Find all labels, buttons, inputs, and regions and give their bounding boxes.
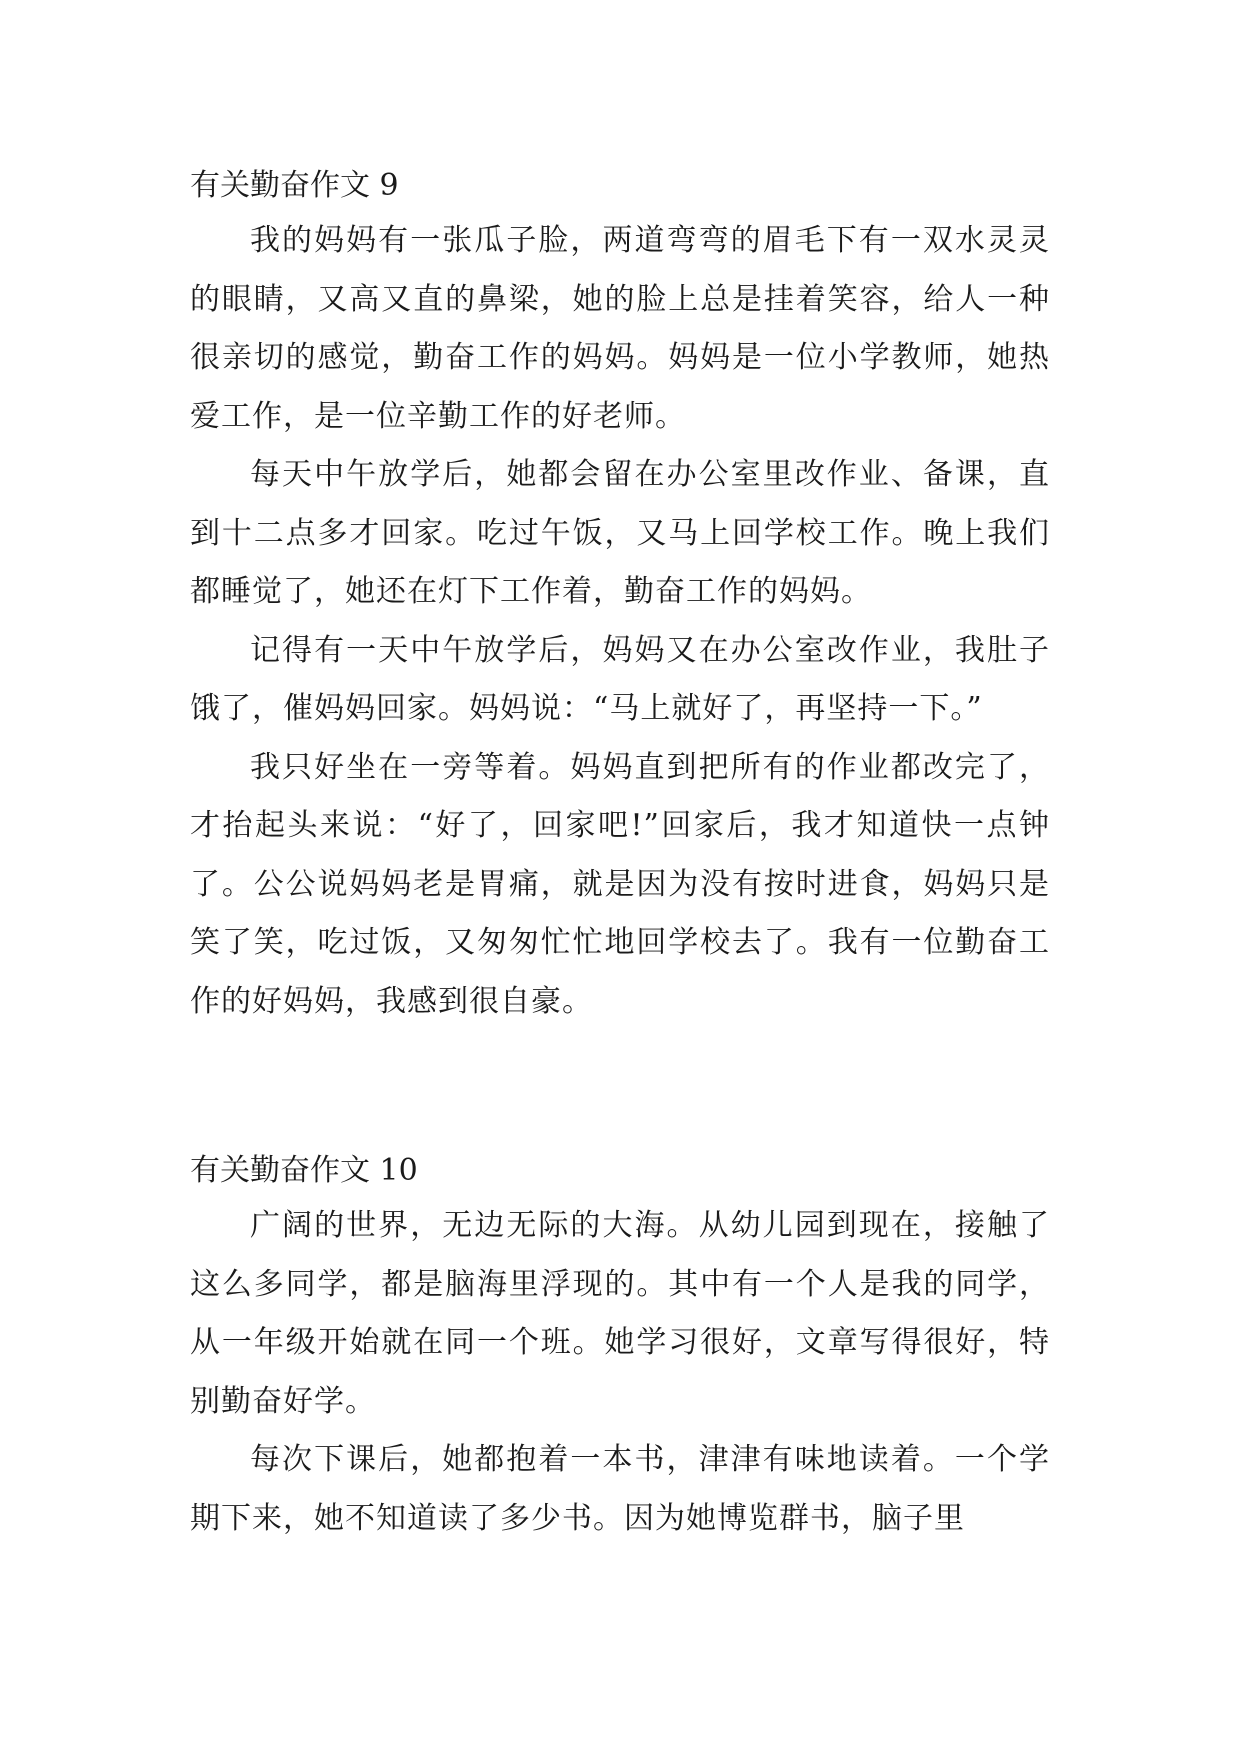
essay-paragraph: 记得有一天中午放学后，妈妈又在办公室改作业，我肚子饿了，催妈妈回家。妈妈说：“马上就好了，再坚持一下。” <box>190 632 1050 726</box>
essay-section-9 <box>190 160 1050 1031</box>
essay-paragraph: 我只好坐在一旁等着。妈妈直到把所有的作业都改完了，才抬起头来说：“好了，回家吧!”回家后，我才知道快一点钟了。公公说妈妈老是胃痛，就是因为没有按时进食，妈妈只是笑了笑，吃过饭，又匆匆忙忙地回学校去了。我有一位勤奋工作的好妈妈，我感到很自豪。 <box>190 749 1050 1019</box>
essay-heading: 有关勤奋作文 9 <box>190 168 399 203</box>
essay-paragraph: 每次下课后，她都抱着一本书，津津有味地读着。一个学期下来，她不知道读了多少书。因为她博览群书，脑子里 <box>190 1442 1050 1536</box>
essay-section-10 <box>190 1145 1050 1548</box>
essay-paragraph: 广阔的世界，无边无际的大海。从幼儿园到现在，接触了这么多同学，都是脑海里浮现的。其中有一个人是我的同学，从一年级开始就在同一个班。她学习很好，文章写得很好，特别勤奋好学。 <box>190 1208 1050 1419</box>
essay-heading: 有关勤奋作文 10 <box>190 1153 418 1188</box>
essay-paragraph: 我的妈妈有一张瓜子脸，两道弯弯的眉毛下有一双水灵灵的眼睛，又高又直的鼻梁，她的脸上总是挂着笑容，给人一种很亲切的感觉，勤奋工作的妈妈。妈妈是一位小学教师，她热爱工作，是一位辛勤工作的好老师。 <box>190 223 1050 434</box>
essay-paragraph: 每天中午放学后，她都会留在办公室里改作业、备课，直到十二点多才回家。吃过午饭，又马上回学校工作。晚上我们都睡觉了，她还在灯下工作着，勤奋工作的妈妈。 <box>190 457 1050 609</box>
